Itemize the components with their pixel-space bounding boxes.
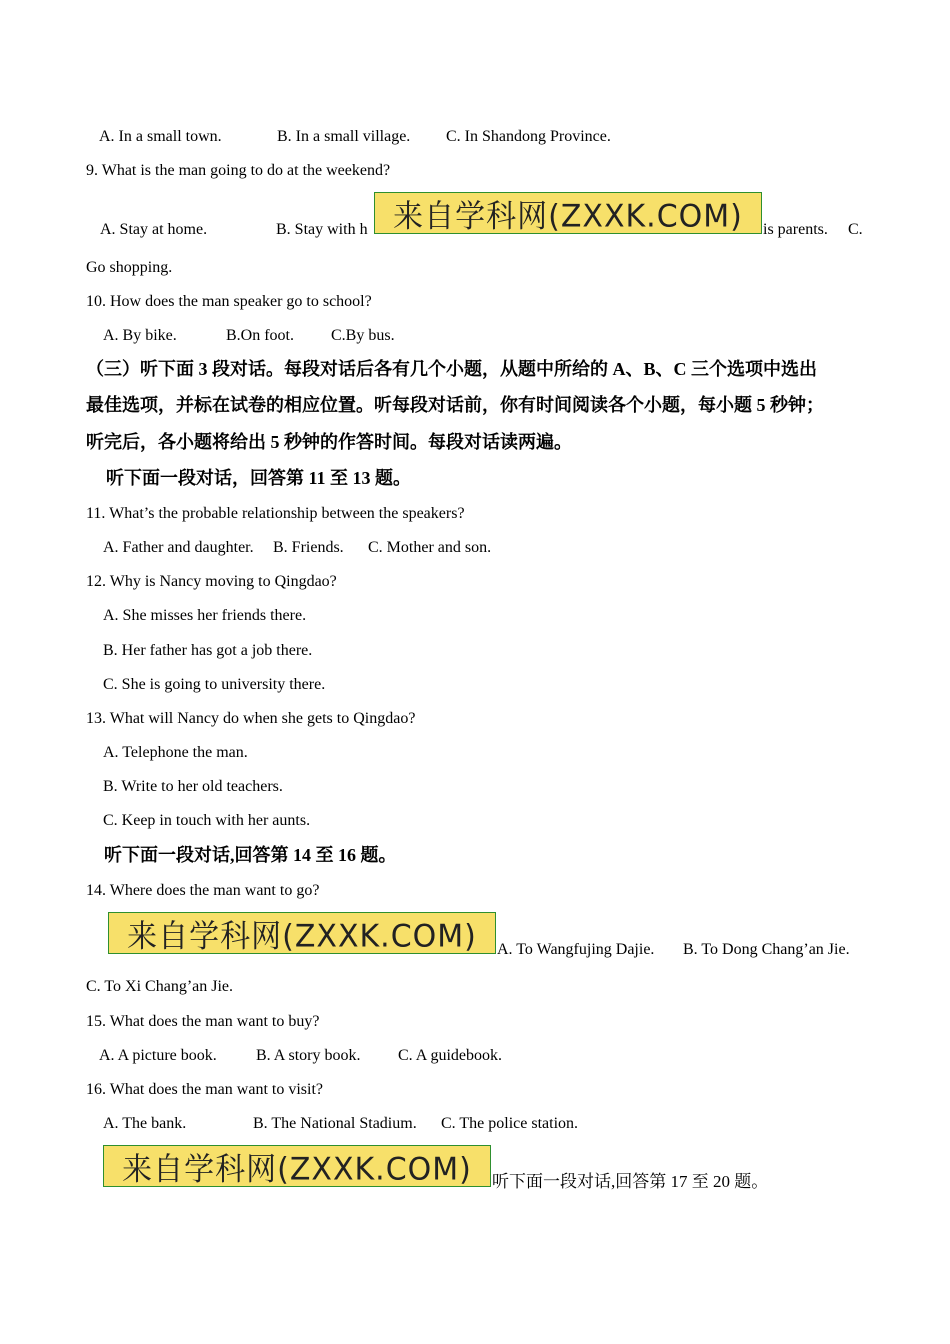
q16-question: 16. What does the man want to visit? xyxy=(86,1081,323,1098)
q14-question: 14. Where does the man want to go? xyxy=(86,882,320,899)
dialog3-heading: 听下面一段对话,回答第 17 至 20 题。 xyxy=(492,1172,769,1191)
q15-question: 15. What does the man want to buy? xyxy=(86,1013,320,1030)
q12-option-a: A. She misses her friends there. xyxy=(103,607,307,624)
q12-question: 12. Why is Nancy moving to Qingdao? xyxy=(86,573,337,590)
q16-option-c: C. The police station. xyxy=(441,1115,579,1132)
q10-question: 10. How does the man speaker go to school? xyxy=(86,293,372,310)
q15-option-c: C. A guidebook. xyxy=(398,1047,503,1064)
section3-instruction-line3: 听完后，各小题将给出 5 秒钟的作答时间。每段对话读两遍。 xyxy=(86,432,572,452)
q10-option-c: C.By bus. xyxy=(331,327,395,344)
q13-option-a: A. Telephone the man. xyxy=(103,744,248,761)
section3-instruction-line1: （三）听下面 3 段对话。每段对话后各有几个小题，从题中所给的 A、B、C 三个选项中选出 xyxy=(86,359,817,379)
q8-option-c: C. In Shandong Province. xyxy=(446,128,611,145)
q16-option-a: A. The bank. xyxy=(103,1115,187,1132)
q9-option-c-text: Go shopping. xyxy=(86,259,173,276)
q11-option-a: A. Father and daughter. xyxy=(103,539,254,556)
q15-option-b: B. A story book. xyxy=(256,1047,361,1064)
watermark-logo: 来自学科网(ZXXK.COM) xyxy=(108,912,496,954)
q8-option-b: B. In a small village. xyxy=(277,128,411,145)
q8-option-a: A. In a small town. xyxy=(99,128,222,145)
section3-instruction-line2: 最佳选项，并标在试卷的相应位置。听每段对话前，你有时间阅读各个小题，每小题 5 秒钟； xyxy=(86,395,824,415)
q12-option-b: B. Her father has got a job there. xyxy=(103,642,313,659)
q13-option-b: B. Write to her old teachers. xyxy=(103,778,283,795)
q13-option-c: C. Keep in touch with her aunts. xyxy=(103,812,311,829)
q15-option-a: A. A picture book. xyxy=(99,1047,217,1064)
q9-option-b-start: B. Stay with h xyxy=(276,221,368,238)
watermark-logo: 来自学科网(ZXXK.COM) xyxy=(374,192,762,234)
watermark-logo: 来自学科网(ZXXK.COM) xyxy=(103,1145,491,1187)
q12-option-c: C. She is going to university there. xyxy=(103,676,326,693)
dialog1-heading: 听下面一段对话，回答第 11 至 13 题。 xyxy=(106,468,412,488)
q9-question: 9. What is the man going to do at the weekend? xyxy=(86,162,391,179)
q14-option-b: B. To Dong Chang’an Jie. xyxy=(683,941,850,958)
q11-option-b: B. Friends. xyxy=(273,539,344,556)
dialog2-heading: 听下面一段对话,回答第 14 至 16 题。 xyxy=(104,845,397,865)
q14-option-a: A. To Wangfujing Dajie. xyxy=(497,941,655,958)
q9-option-a: A. Stay at home. xyxy=(100,221,208,238)
q13-question: 13. What will Nancy do when she gets to Qingdao? xyxy=(86,710,416,727)
q11-option-c: C. Mother and son. xyxy=(368,539,492,556)
q16-option-b: B. The National Stadium. xyxy=(253,1115,417,1132)
q9-option-b-end: is parents. xyxy=(763,221,828,238)
q9-option-c-label: C. xyxy=(848,221,863,238)
q10-option-a: A. By bike. xyxy=(103,327,177,344)
q14-option-c: C. To Xi Chang’an Jie. xyxy=(86,978,234,995)
q10-option-b: B.On foot. xyxy=(226,327,294,344)
q11-question: 11. What’s the probable relationship between the speakers? xyxy=(86,505,465,522)
